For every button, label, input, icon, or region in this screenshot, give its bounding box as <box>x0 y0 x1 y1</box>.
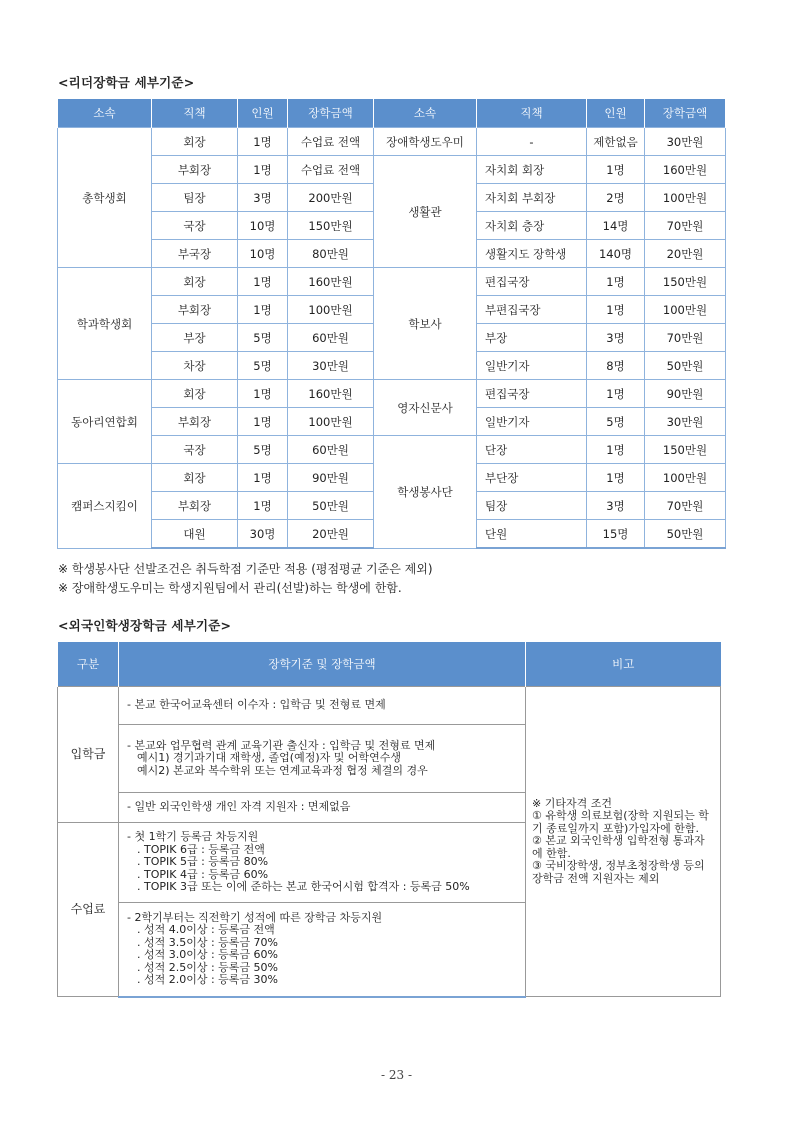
table-row <box>58 687 721 725</box>
category-tuition: 수업료 <box>58 823 119 997</box>
count-cell: 1명 <box>587 436 645 464</box>
count-cell: 140명 <box>587 240 645 268</box>
count-cell: 1명 <box>587 156 645 184</box>
position-cell: 회장 <box>152 380 238 408</box>
criteria-cell <box>119 823 526 903</box>
amount-cell: 60만원 <box>288 324 374 352</box>
column-header: 인원 <box>238 99 288 128</box>
column-header: 비고 <box>526 642 721 687</box>
position-cell: 부회장 <box>152 408 238 436</box>
position-cell: 부편집국장 <box>477 296 587 324</box>
position-cell: 자치회 부회장 <box>477 184 587 212</box>
group-cell: 학보사 <box>374 268 477 380</box>
position-cell: 일반기자 <box>477 408 587 436</box>
count-cell: 1명 <box>238 296 288 324</box>
criteria-cell <box>119 793 526 823</box>
count-cell: 30명 <box>238 520 288 549</box>
criteria-line: - 본교와 업무협력 관계 교육기관 출신자 : 입학금 및 전형료 면제 <box>127 738 436 752</box>
position-cell: 자치회 회장 <box>477 156 587 184</box>
position-cell: 부국장 <box>152 240 238 268</box>
count-cell: 3명 <box>238 184 288 212</box>
amount-cell: 150만원 <box>288 212 374 240</box>
count-cell: 1명 <box>238 408 288 436</box>
position-cell: 회장 <box>152 268 238 296</box>
criteria-line: - 2학기부터는 직전학기 성적에 따른 장학금 차등지원 <box>127 910 383 924</box>
position-cell: 편집국장 <box>477 380 587 408</box>
amount-cell: 70만원 <box>645 492 726 520</box>
count-cell: 1명 <box>238 492 288 520</box>
category-admission: 입학금 <box>58 687 119 823</box>
column-header: 구분 <box>58 642 119 687</box>
amount-cell: 70만원 <box>645 212 726 240</box>
position-cell: 회장 <box>152 128 238 156</box>
count-cell: 2명 <box>587 184 645 212</box>
count-cell: 1명 <box>238 464 288 492</box>
group-cell: 학생봉사단 <box>374 436 477 549</box>
position-cell: 부장 <box>477 324 587 352</box>
criteria-line: 예시2) 본교와 복수학위 또는 연계교육과정 협정 체결의 경우 <box>137 763 428 777</box>
amount-cell: 60만원 <box>288 436 374 464</box>
amount-cell: 수업료 전액 <box>288 156 374 184</box>
criteria-line: - 첫 1학기 등록금 차등지원 <box>127 830 259 844</box>
remark-line: ① 유학생 의료보험(장학 지원되는 학기 종료일까지 포함)가입자에 한함. <box>532 809 709 835</box>
count-cell: 1명 <box>238 268 288 296</box>
foreign-scholarship-table <box>57 642 721 998</box>
position-cell: 차장 <box>152 352 238 380</box>
table-row <box>58 128 726 156</box>
position-cell: 국장 <box>152 212 238 240</box>
amount-cell: 160만원 <box>288 380 374 408</box>
amount-cell: 100만원 <box>645 184 726 212</box>
criteria-cell <box>119 903 526 997</box>
column-header: 소속 <box>374 99 477 128</box>
amount-cell: 50만원 <box>645 520 726 549</box>
amount-cell: 30만원 <box>645 408 726 436</box>
leader-notes <box>58 560 433 598</box>
leader-scholarship-title: <리더장학금 세부기준> <box>58 75 195 90</box>
foreign-scholarship-title: <외국인학생장학금 세부기준> <box>58 618 232 633</box>
count-cell: 8명 <box>587 352 645 380</box>
criteria-line: - 본교 한국어교육센터 이수자 : 입학금 및 전형료 면제 <box>127 698 386 712</box>
position-cell: 회장 <box>152 464 238 492</box>
count-cell: 10명 <box>238 240 288 268</box>
note-line: ※ 장애학생도우미는 학생지원팀에서 관리(선발)하는 학생에 한함. <box>58 581 402 595</box>
count-cell: 1명 <box>238 380 288 408</box>
column-header: 장학금액 <box>288 99 374 128</box>
amount-cell: 20만원 <box>645 240 726 268</box>
remark-line: ② 본교 외국인학생 입학전형 통과자에 한함. <box>532 834 705 860</box>
count-cell: 15명 <box>587 520 645 549</box>
remark-line: ※ 기타자격 조건 <box>532 796 612 810</box>
amount-cell: 70만원 <box>645 324 726 352</box>
count-cell: 1명 <box>238 128 288 156</box>
count-cell: 5명 <box>238 352 288 380</box>
group-cell: 장애학생도우미 <box>374 128 477 156</box>
leader-scholarship-table <box>57 99 726 549</box>
group-cell: 생활관 <box>374 156 477 268</box>
position-cell: 팀장 <box>152 184 238 212</box>
amount-cell: 160만원 <box>645 156 726 184</box>
criteria-line: . 성적 3.0이상 : 등록금 60% <box>137 948 279 962</box>
count-cell: 1명 <box>587 380 645 408</box>
remark-line: ③ 국비장학생, 정부초청장학생 등의 장학금 전액 지원자는 제외 <box>532 859 705 885</box>
amount-cell: 90만원 <box>645 380 726 408</box>
amount-cell: 80만원 <box>288 240 374 268</box>
criteria-line: . 성적 2.5이상 : 등록금 50% <box>137 960 279 974</box>
group-cell: 총학생회 <box>58 128 152 268</box>
count-cell: 제한없음 <box>587 128 645 156</box>
column-header: 직책 <box>477 99 587 128</box>
criteria-line: 예시1) 경기과기대 재학생, 졸업(예정)자 및 어학연수생 <box>137 751 401 765</box>
column-header: 소속 <box>58 99 152 128</box>
position-cell: 단장 <box>477 436 587 464</box>
amount-cell: 150만원 <box>645 268 726 296</box>
table-row <box>58 268 726 296</box>
group-cell: 학과학생회 <box>58 268 152 380</box>
amount-cell: 30만원 <box>288 352 374 380</box>
column-header: 장학기준 및 장학금액 <box>119 642 526 687</box>
amount-cell: 200만원 <box>288 184 374 212</box>
position-cell: - <box>477 128 587 156</box>
position-cell: 부단장 <box>477 464 587 492</box>
column-header: 인원 <box>587 99 645 128</box>
count-cell: 14명 <box>587 212 645 240</box>
criteria-line: . 성적 3.5이상 : 등록금 70% <box>137 935 279 949</box>
page-number: - 23 - <box>380 1068 412 1082</box>
criteria-cell <box>119 725 526 793</box>
amount-cell: 100만원 <box>645 464 726 492</box>
count-cell: 3명 <box>587 324 645 352</box>
table-header-row <box>58 642 721 687</box>
count-cell: 5명 <box>587 408 645 436</box>
criteria-line: . 성적 2.0이상 : 등록금 30% <box>137 973 279 987</box>
amount-cell: 50만원 <box>645 352 726 380</box>
table-row <box>58 156 726 184</box>
position-cell: 부회장 <box>152 492 238 520</box>
position-cell: 자치회 층장 <box>477 212 587 240</box>
position-cell: 국장 <box>152 436 238 464</box>
position-cell: 부회장 <box>152 296 238 324</box>
count-cell: 1명 <box>238 156 288 184</box>
column-header: 장학금액 <box>645 99 726 128</box>
amount-cell: 100만원 <box>645 296 726 324</box>
count-cell: 3명 <box>587 492 645 520</box>
count-cell: 1명 <box>587 296 645 324</box>
group-cell: 동아리연합회 <box>58 380 152 464</box>
amount-cell: 50만원 <box>288 492 374 520</box>
position-cell: 편집국장 <box>477 268 587 296</box>
table-row <box>58 436 726 464</box>
group-cell: 캠퍼스지킴이 <box>58 464 152 549</box>
count-cell: 5명 <box>238 324 288 352</box>
remark-cell <box>526 687 721 997</box>
amount-cell: 150만원 <box>645 436 726 464</box>
criteria-cell <box>119 687 526 725</box>
amount-cell: 20만원 <box>288 520 374 549</box>
position-cell: 팀장 <box>477 492 587 520</box>
column-header: 직책 <box>152 99 238 128</box>
amount-cell: 90만원 <box>288 464 374 492</box>
amount-cell: 수업료 전액 <box>288 128 374 156</box>
amount-cell: 30만원 <box>645 128 726 156</box>
position-cell: 단원 <box>477 520 587 549</box>
criteria-line: . TOPIK 4급 : 등록금 60% <box>137 867 269 881</box>
amount-cell: 100만원 <box>288 296 374 324</box>
table-header-row <box>58 99 726 128</box>
count-cell: 1명 <box>587 268 645 296</box>
criteria-line: . 성적 4.0이상 : 등록금 전액 <box>137 923 275 937</box>
note-line: ※ 학생봉사단 선발조건은 취득학점 기준만 적용 (평점평균 기준은 제외) <box>58 562 433 576</box>
criteria-line: . TOPIK 6급 : 등록금 전액 <box>137 842 265 856</box>
count-cell: 1명 <box>587 464 645 492</box>
position-cell: 부장 <box>152 324 238 352</box>
amount-cell: 160만원 <box>288 268 374 296</box>
criteria-line: . TOPIK 3급 또는 이에 준하는 본교 한국어시험 합격자 : 등록금 50% <box>137 880 470 894</box>
position-cell: 부회장 <box>152 156 238 184</box>
count-cell: 10명 <box>238 212 288 240</box>
criteria-line: - 일반 외국인학생 개인 자격 지원자 : 면제없음 <box>127 800 351 814</box>
count-cell: 5명 <box>238 436 288 464</box>
group-cell: 영자신문사 <box>374 380 477 436</box>
position-cell: 대원 <box>152 520 238 549</box>
position-cell: 일반기자 <box>477 352 587 380</box>
table-row <box>58 380 726 408</box>
amount-cell: 100만원 <box>288 408 374 436</box>
position-cell: 생활지도 장학생 <box>477 240 587 268</box>
criteria-line: . TOPIK 5급 : 등록금 80% <box>137 855 269 869</box>
